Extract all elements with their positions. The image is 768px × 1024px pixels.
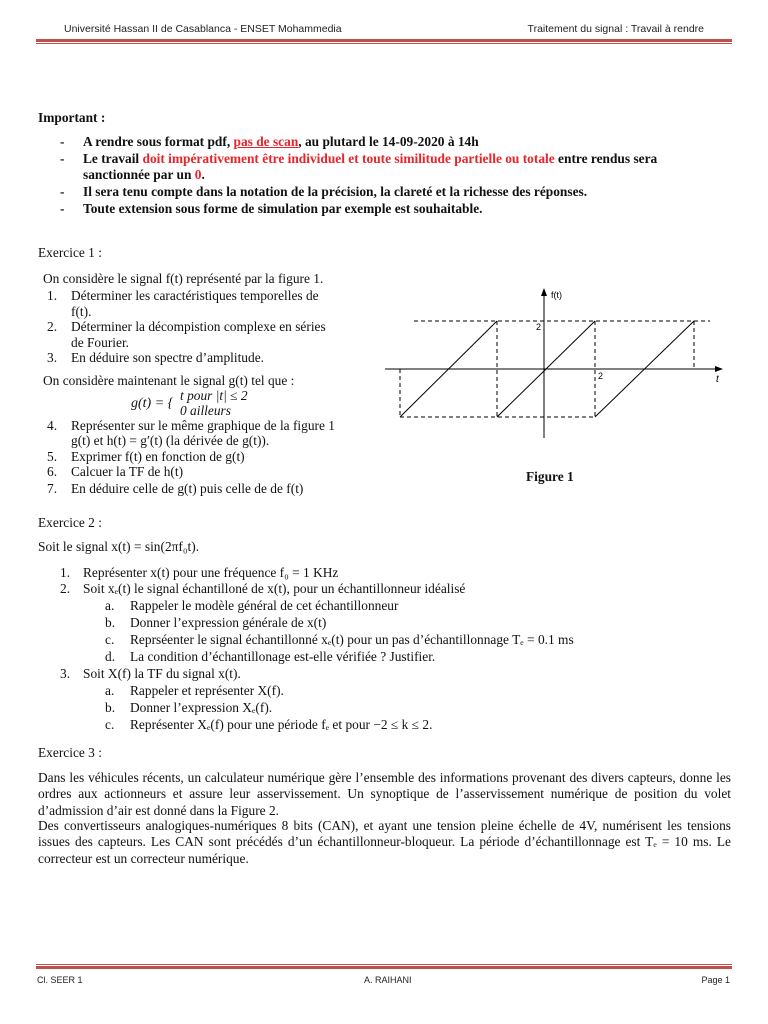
g-definition-case1: t pour |t| ≤ 2 xyxy=(180,388,248,403)
ex2-q2b: Donner l’expression générale de x(t) xyxy=(130,615,327,630)
ex2-num-3: 3. xyxy=(60,666,71,681)
ex1-q4b: g(t) et h(t) = g′(t) (la dérivée de g(t)). xyxy=(71,433,270,448)
ex1-q4a: Représenter sur le même graphique de la figure 1 xyxy=(71,418,335,433)
ex1-num-4: 4. xyxy=(47,418,58,433)
important-item-4: Toute extension sous forme de simulation par exemple est souhaitable. xyxy=(83,201,483,216)
ex2-letter-a: a. xyxy=(105,598,115,613)
ex2-letter-c2: c. xyxy=(105,717,115,732)
ex2-q3: Soit X(f) la TF du signal x(t). xyxy=(83,666,241,681)
tick-y-2: 2 xyxy=(536,322,542,332)
ex1-num-1: 1. xyxy=(47,288,58,303)
ex1-q7: En déduire celle de g(t) puis celle de de f(t) xyxy=(71,481,304,496)
ex1-q6: Calcuer la TF de h(t) xyxy=(71,464,184,479)
footer-right: Page 1 xyxy=(701,975,730,985)
footer-left: Cl. SEER 1 xyxy=(37,975,83,985)
footer-center: A. RAIHANI xyxy=(364,975,412,985)
footer-rule-thin xyxy=(36,964,732,965)
ex2-q3a: Rappeler et représenter X(f). xyxy=(130,683,284,698)
important-item-1: A rendre sous format pdf, pas de scan, au plutard le 14-09-2020 à 14h xyxy=(83,134,479,149)
ex1-title: Exercice 1 : xyxy=(38,245,102,260)
bullet-dash: - xyxy=(60,184,65,199)
ex1-q5: Exprimer f(t) en fonction de g(t) xyxy=(71,449,245,464)
ex1-intro: On considère le signal f(t) représenté par la figure 1. xyxy=(43,271,324,286)
ex2-letter-d: d. xyxy=(105,649,116,664)
ex1-num-6: 6. xyxy=(47,464,58,479)
ex1-num-7: 7. xyxy=(47,481,58,496)
important-item-2: Le travail doit impérativement être individuel et toute similitude partielle ou totale entre rendus sera xyxy=(83,151,658,166)
figure-1-sawtooth xyxy=(380,280,730,450)
ex2-num-2: 2. xyxy=(60,581,71,596)
axis-y-label: f(t) xyxy=(551,290,562,300)
ex2-intro: Soit le signal x(t) = sin(2πf₀t). xyxy=(38,539,200,554)
header-right: Traitement du signal : Travail à rendre xyxy=(527,23,704,35)
ex1-q1a: Déterminer les caractéristiques temporelles de xyxy=(71,288,319,303)
y-axis-arrow xyxy=(541,288,547,296)
ex2-q2a: Rappeler le modèle général de cet échantillonneur xyxy=(130,598,399,613)
x-axis-arrow xyxy=(715,366,723,372)
ex1-num-2: 2. xyxy=(47,319,58,334)
g-definition-case2: 0 ailleurs xyxy=(180,403,231,418)
ex2-q3b: Donner l’expression Xₑ(f). xyxy=(130,700,273,715)
header-rule-thin xyxy=(36,43,732,44)
ex2-q2: Soit xₑ(t) le signal échantilloné de x(t), pour un échantillonneur idéalisé xyxy=(83,581,466,596)
ex2-q3c: Représenter Xₑ(f) pour une période fₑ et pour −2 ≤ k ≤ 2. xyxy=(130,717,433,732)
bullet-dash: - xyxy=(60,201,65,216)
ex1-intro2: On considère maintenant le signal g(t) tel que : xyxy=(43,373,295,388)
ex1-q2b: de Fourier. xyxy=(71,335,130,350)
bullet-dash: - xyxy=(60,134,65,149)
footer-rule xyxy=(36,966,732,969)
axis-x-label: t xyxy=(716,374,719,385)
important-item-3: Il sera tenu compte dans la notation de la précision, la clareté et la richesse des réponses. xyxy=(83,184,588,199)
tick-x-2: 2 xyxy=(598,371,604,381)
ex2-letter-b2: b. xyxy=(105,700,116,715)
important-item-2-cont: sanctionnée par un 0. xyxy=(83,167,205,182)
ex1-q1b: f(t). xyxy=(71,304,92,319)
g-definition-lhs: g(t) = { xyxy=(131,396,174,411)
ex2-num-1: 1. xyxy=(60,565,71,580)
bullet-dash: - xyxy=(60,151,65,166)
ex2-q2d: La condition d’échantillonage est-elle vérifiée ? Justifier. xyxy=(130,649,436,664)
header-left: Université Hassan II de Casablanca - ENSET Mohammedia xyxy=(64,23,342,35)
important-title: Important : xyxy=(38,110,106,125)
ex3-title: Exercice 3 : xyxy=(38,745,102,760)
ex2-q1: Représenter x(t) pour une fréquence f₀ = 1 KHz xyxy=(83,565,339,580)
ex2-letter-a2: a. xyxy=(105,683,115,698)
no-scan-text: pas de scan xyxy=(233,134,299,149)
ex2-letter-c: c. xyxy=(105,632,115,647)
ex1-num-5: 5. xyxy=(47,449,58,464)
ex3-paragraph-2: Des convertisseurs analogiques-numériques 8 bits (CAN), et ayant une tension pleine échelle de 4V, numérisent les tensions issues des capteurs. Les CAN sont précédés d’un échantillonneur-bloqueur. La période d’échantillonnage est Tₑ = 10 ms. Le correcteur est un correcteur numérique. xyxy=(38,818,731,866)
header-rule xyxy=(36,39,732,42)
ex1-num-3: 3. xyxy=(47,350,58,365)
ex1-q2a: Déterminer la décompistion complexe en séries xyxy=(71,319,326,334)
ex2-title: Exercice 2 : xyxy=(38,515,102,530)
ex2-q2c: Reprséenter le signal échantillonné xₑ(t) pour un pas d’échantillonnage Tₑ = 0.1 ms xyxy=(130,632,574,647)
ex3-paragraph-1: Dans les véhicules récents, un calculateur numérique gère l’ensemble des informations provenant des divers capteurs, donne les ordres aux actionneurs et assure leur asservissement. Un synoptique de l’asservissement numérique de position du volet d’admission d’air est donné dans la Figure 2. xyxy=(38,770,731,818)
ex2-letter-b: b. xyxy=(105,615,116,630)
figure-1-caption: Figure 1 xyxy=(526,469,574,484)
ex1-q3: En déduire son spectre d’amplitude. xyxy=(71,350,264,365)
